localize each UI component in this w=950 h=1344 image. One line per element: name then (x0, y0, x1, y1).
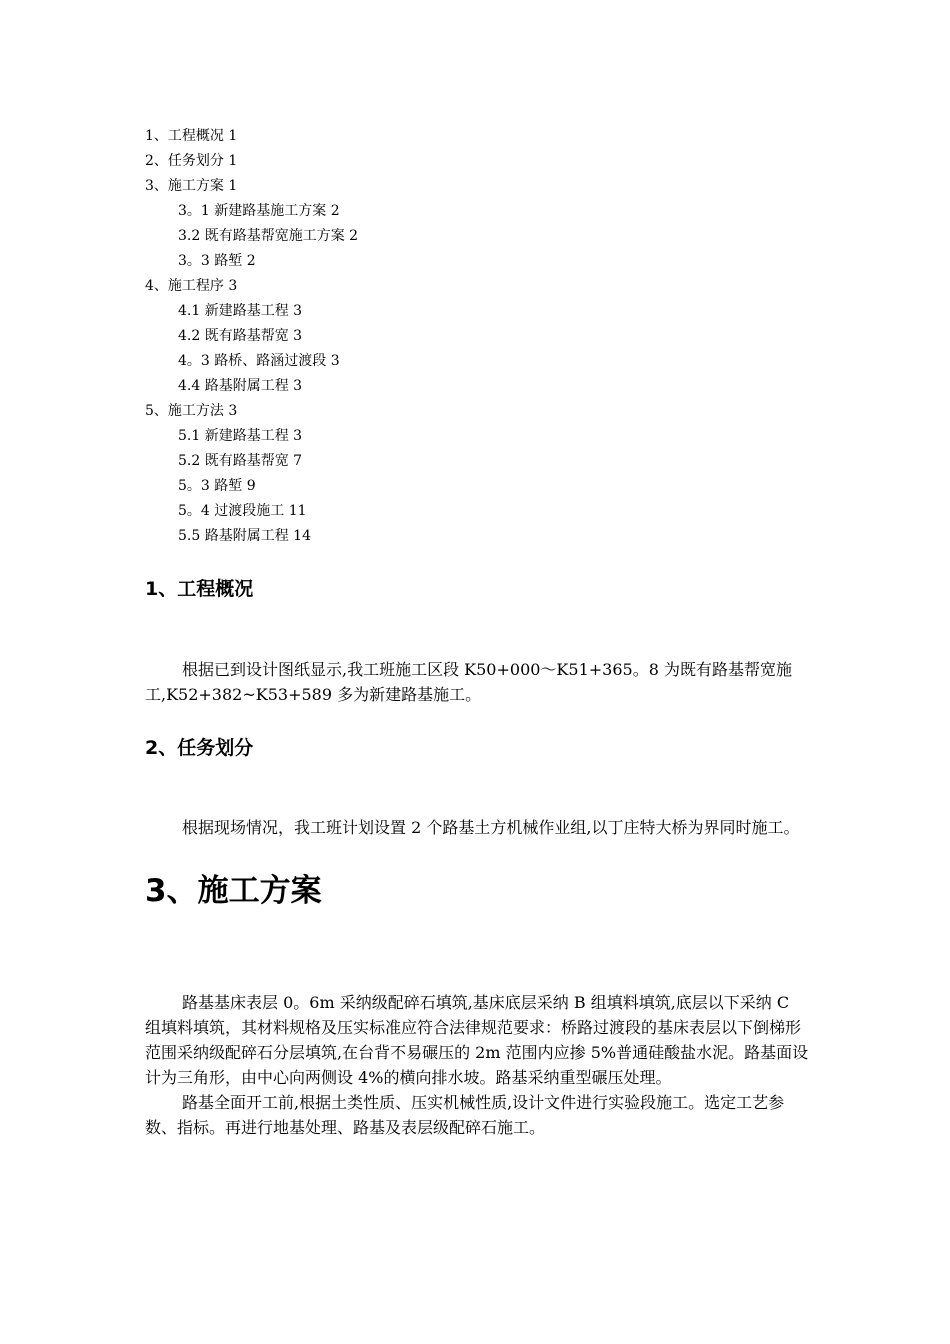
toc-item[interactable]: 5.1 新建路基工程 3 (178, 428, 303, 444)
toc-item[interactable]: 4、施工程序 3 (145, 278, 238, 294)
toc-item[interactable]: 5.2 既有路基帮宽 7 (178, 453, 303, 469)
toc-item[interactable]: 3。3 路堑 2 (178, 253, 256, 269)
toc-item[interactable]: 3。1 新建路基施工方案 2 (178, 203, 340, 219)
section-2-heading: 2、任务划分 (145, 737, 254, 759)
toc-item[interactable]: 4.1 新建路基工程 3 (178, 303, 303, 319)
section-1-paragraph: 根据已到设计图纸显示,我工班施工区段 K50+000～K51+365。8 为既有路基帮宽施工,K52+382~K53+589 多为新建路基施工。 (145, 660, 792, 704)
toc-item[interactable]: 1、工程概况 1 (145, 128, 238, 144)
toc-item[interactable]: 5、施工方法 3 (145, 403, 238, 419)
toc-item[interactable]: 4。3 路桥、路涵过渡段 3 (178, 353, 340, 369)
toc-item[interactable]: 4.2 既有路基帮宽 3 (178, 328, 303, 344)
toc-item[interactable]: 2、任务划分 1 (145, 153, 238, 169)
section-1-heading: 1、工程概况 (145, 578, 254, 600)
toc-item[interactable]: 4.4 路基附属工程 3 (178, 378, 303, 394)
toc-item[interactable]: 5。3 路堑 9 (178, 478, 256, 494)
section-3-paragraph-2: 路基全面开工前,根据土类性质、压实机械性质,设计文件进行实验段施工。选定工艺参数、指标。再进行地基处理、路基及表层级配碎石施工。 (145, 1093, 785, 1137)
table-of-contents (145, 124, 810, 549)
section-3-paragraph-1: 路基基床表层 0。6m 采纳级配碎石填筑,基床底层采纳 B 组填料填筑,底层以下采纳 C 组填料填筑，其材料规格及压实标准应符合法律规范要求：桥路过渡段的基床表层以下倒梯形范围采纳级配碎石分层填筑,在台背不易碾压的 2m 范围内应掺 5%普通硅酸盐水泥。路基面设计为三角形，由中心向两侧设 4%的横向排水坡。路基采纳重型碾压处理。 (145, 993, 809, 1087)
document-page (145, 124, 810, 1140)
section-3-heading: 3、施工方案 (145, 873, 322, 909)
section-2-paragraph: 根据现场情况，我工班计划设置 2 个路基土方机械作业组,以丁庄特大桥为界同时施工。 (182, 818, 800, 837)
toc-item[interactable]: 3、施工方案 1 (145, 178, 238, 194)
toc-item[interactable]: 5.5 路基附属工程 14 (178, 528, 311, 544)
toc-item[interactable]: 5。4 过渡段施工 11 (178, 503, 307, 519)
toc-item[interactable]: 3.2 既有路基帮宽施工方案 2 (178, 228, 359, 244)
